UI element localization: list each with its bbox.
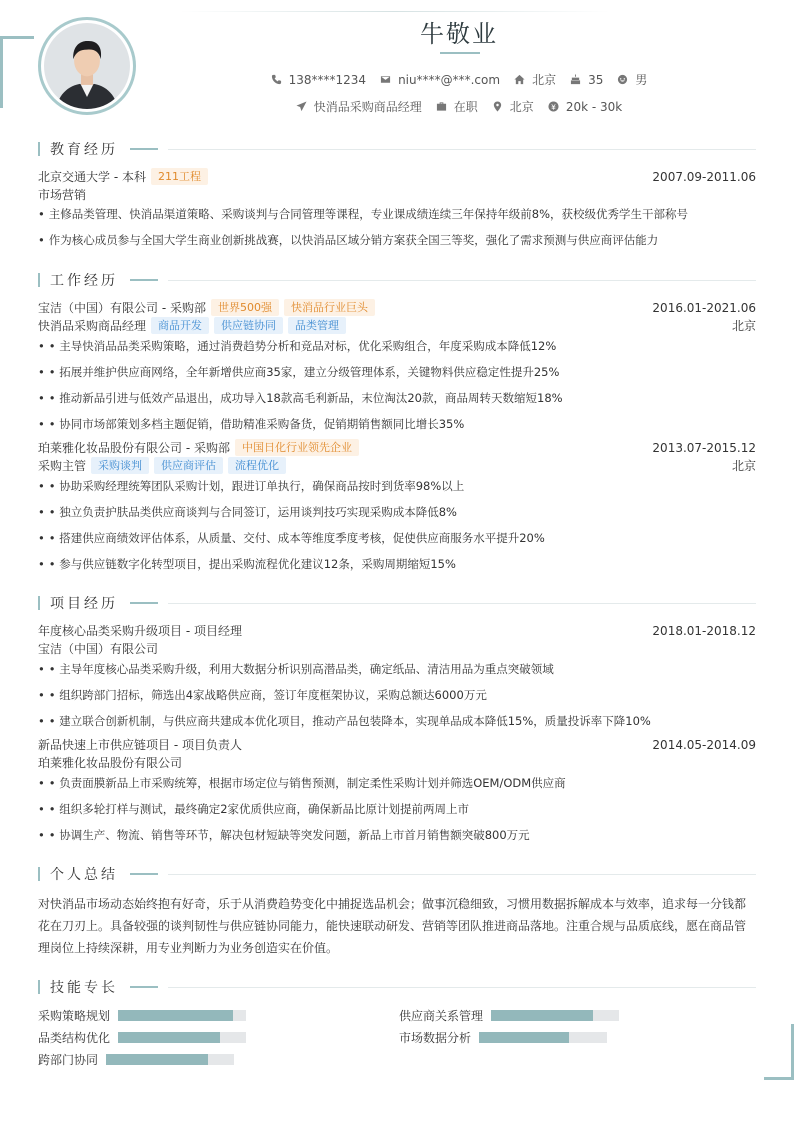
bullet-dot: • bbox=[38, 365, 45, 379]
send-icon bbox=[296, 101, 307, 112]
work-bullet bbox=[38, 390, 756, 406]
skill-tag: 供应商评估 bbox=[154, 457, 223, 474]
gender-text: 男 bbox=[635, 73, 648, 87]
email-text: niu****@***.com bbox=[398, 72, 501, 87]
project-bullet bbox=[38, 827, 756, 843]
skill-bar-track bbox=[118, 1032, 246, 1043]
age-text: 35 bbox=[588, 72, 604, 87]
company-tag: 中国日化行业领先企业 bbox=[235, 439, 359, 456]
bullet-text: • 组织多轮打样与测试，最终确定2家优质供应商，确保新品比原计划提前两周上市 bbox=[48, 802, 470, 816]
bullet-text: • 推动新品引进与低效产品退出，成功导入18款高毛利新品，末位淘汰20款，商品周转天数缩短18% bbox=[48, 391, 563, 405]
title-line bbox=[168, 280, 756, 281]
project-title-role: 年度核心品类采购升级项目 - 项目经理 bbox=[38, 624, 242, 638]
skill-bar-track bbox=[479, 1032, 607, 1043]
project-company-row bbox=[38, 640, 756, 657]
bullet-dot: • bbox=[38, 207, 45, 221]
work-position: 采购主管 bbox=[38, 459, 87, 473]
bullet-dot: • bbox=[38, 479, 45, 493]
work-bullet bbox=[38, 530, 756, 546]
coin-icon bbox=[548, 101, 559, 112]
education-header bbox=[38, 168, 756, 185]
bullet-text: • 搭建供应商绩效评估体系，从质量、交付、成本等维度季度考核，促使供应商服务水平提升20% bbox=[48, 531, 545, 545]
bullet-dot: • bbox=[38, 802, 45, 816]
skill-name: 品类结构优化 bbox=[38, 1031, 111, 1045]
bullet-text: • 协同市场部策划多档主题促销，借助精准采购备货，促销期销售额同比增长35% bbox=[48, 417, 465, 431]
gender-item bbox=[617, 71, 647, 88]
work-bullet bbox=[38, 338, 756, 354]
work-bullet bbox=[38, 504, 756, 520]
bullet-dot: • bbox=[38, 233, 45, 247]
skill-item bbox=[38, 1029, 246, 1046]
skill-tag: 商品开发 bbox=[151, 317, 209, 334]
major: 市场营销 bbox=[38, 188, 87, 202]
skill-bar-track bbox=[491, 1010, 619, 1021]
section-label: 技能专长 bbox=[50, 980, 118, 996]
intent-city: 北京 bbox=[509, 100, 534, 114]
project-period: 2018.01-2018.12 bbox=[652, 623, 756, 638]
school-tag: 211工程 bbox=[151, 168, 208, 185]
corner-decoration-bottom-right bbox=[764, 1024, 794, 1080]
education-major-row bbox=[38, 186, 756, 203]
project-period: 2014.05-2014.09 bbox=[652, 737, 756, 752]
work-bullet bbox=[38, 556, 756, 572]
intent-position: 快消品采购商品经理 bbox=[313, 100, 422, 114]
cake-icon bbox=[570, 74, 581, 85]
work-bullet bbox=[38, 416, 756, 432]
project-bullet bbox=[38, 687, 756, 703]
project-header bbox=[38, 622, 756, 639]
company-dept: 宝洁（中国）有限公司 - 采购部 bbox=[38, 301, 206, 315]
section-title-project bbox=[38, 593, 756, 613]
work-header bbox=[38, 439, 756, 456]
skill-tag: 流程优化 bbox=[228, 457, 286, 474]
project-company: 珀莱雅化妆品股份有限公司 bbox=[38, 756, 183, 770]
bullet-dot: • bbox=[38, 828, 45, 842]
title-line bbox=[168, 987, 756, 988]
work-bullet bbox=[38, 478, 756, 494]
skill-item bbox=[399, 1029, 607, 1046]
phone-item bbox=[271, 73, 366, 87]
project-bullet bbox=[38, 775, 756, 791]
title-bar bbox=[38, 980, 40, 994]
skill-bar-fill bbox=[491, 1010, 593, 1021]
skill-bar-track bbox=[106, 1054, 234, 1065]
bullet-dot: • bbox=[38, 531, 45, 545]
home-text: 北京 bbox=[532, 73, 557, 87]
bullet-text: • 协调生产、物流、销售等环节，解决包材短缺等突发问题，新品上市首月销售额突破800万元 bbox=[48, 828, 530, 842]
skill-item bbox=[38, 1007, 246, 1024]
project-header bbox=[38, 736, 756, 753]
bullet-dot: • bbox=[38, 776, 45, 790]
work-position: 快消品采购商品经理 bbox=[38, 319, 147, 333]
skill-name: 市场数据分析 bbox=[399, 1031, 472, 1045]
bullet-text: • 主导快消品品类采购策略，通过消费趋势分析和竞品对标，优化采购组合，年度采购成本降低12% bbox=[48, 339, 557, 353]
skill-bar-fill bbox=[106, 1054, 208, 1065]
intent-row bbox=[0, 98, 794, 115]
skill-name: 采购策略规划 bbox=[38, 1009, 111, 1023]
skill-item bbox=[399, 1007, 619, 1024]
name-underline bbox=[440, 52, 480, 54]
section-title-work bbox=[38, 270, 756, 290]
skill-bar-track bbox=[118, 1010, 246, 1021]
title-bar bbox=[38, 596, 40, 610]
project-title-role: 新品快速上市供应链项目 - 项目负责人 bbox=[38, 738, 242, 752]
work-header bbox=[38, 299, 756, 316]
project-company: 宝洁（中国）有限公司 bbox=[38, 642, 159, 656]
work-city: 北京 bbox=[731, 459, 756, 473]
candidate-name: 牛敬业 bbox=[420, 20, 498, 48]
skill-name: 供应商关系管理 bbox=[399, 1009, 484, 1023]
skill-bar-fill bbox=[118, 1010, 233, 1021]
education-bullet bbox=[38, 232, 756, 248]
summary-text: 对快消品市场动态始终抱有好奇，乐于从消费趋势变化中捕捉选品机会；做事沉稳细致，习惯用数据拆解成本与效率，追求每一分钱都花在刀刃上。具备较强的谈判韧性与供应链协同能力，能快速联动研发、营销等团队推进商品落地。注重合规与品质底线，愿在商品管理岗位上持续深耕，用专业判断力为业务创造实在价值。 bbox=[38, 897, 747, 955]
bullet-dot: • bbox=[38, 417, 45, 431]
project-bullet bbox=[38, 661, 756, 677]
mail-icon bbox=[380, 74, 391, 85]
bullet-dot: • bbox=[38, 391, 45, 405]
title-accent bbox=[130, 986, 158, 988]
bullet-dot: • bbox=[38, 557, 45, 571]
bullet-text: • 主导年度核心品类采购升级，利用大数据分析识别高潜品类，确定纸品、清洁用品为重点突破领域 bbox=[48, 662, 554, 676]
skill-tag: 采购谈判 bbox=[91, 457, 149, 474]
bullet-text: 作为核心成员参与全国大学生商业创新挑战赛，以快消品区域分销方案获全国三等奖，强化了需求预测与供应商评估能力 bbox=[48, 233, 659, 247]
skill-tag: 供应链协同 bbox=[214, 317, 283, 334]
bullet-dot: • bbox=[38, 714, 45, 728]
skill-name: 跨部门协同 bbox=[38, 1053, 99, 1067]
bullet-text: • 协助采购经理统筹团队采购计划，跟进订单执行，确保商品按时到货率98%以上 bbox=[48, 479, 465, 493]
skill-tag: 品类管理 bbox=[288, 317, 346, 334]
section-label: 工作经历 bbox=[50, 273, 118, 289]
project-bullet bbox=[38, 713, 756, 729]
status-item bbox=[436, 98, 478, 115]
bullet-dot: • bbox=[38, 688, 45, 702]
title-line bbox=[168, 603, 756, 604]
section-title-summary bbox=[38, 864, 756, 884]
city-item bbox=[492, 98, 534, 115]
section-label: 个人总结 bbox=[50, 867, 118, 883]
email-item bbox=[380, 73, 500, 87]
bullet-text: • 组织跨部门招标，筛选出4家战略供应商，签订年度框架协议，采购总额达6000万元 bbox=[48, 688, 487, 702]
bullet-dot: • bbox=[38, 339, 45, 353]
location-pin-icon bbox=[492, 101, 503, 112]
company-dept: 珀莱雅化妆品股份有限公司 - 采购部 bbox=[38, 441, 230, 455]
work-bullet bbox=[38, 364, 756, 380]
title-accent bbox=[130, 279, 158, 281]
title-bar bbox=[38, 273, 40, 287]
section-title-education bbox=[38, 139, 756, 159]
top-divider bbox=[180, 11, 610, 12]
age-item bbox=[570, 73, 603, 87]
section-label: 教育经历 bbox=[50, 142, 118, 158]
bullet-text: • 参与供应链数字化转型项目，提出采购流程优化建议12条，采购周期缩短15% bbox=[48, 557, 456, 571]
home-item bbox=[514, 71, 556, 88]
title-bar bbox=[38, 867, 40, 881]
skill-bar-fill bbox=[118, 1032, 220, 1043]
salary-item bbox=[548, 100, 622, 114]
company-tag: 快消品行业巨头 bbox=[284, 299, 375, 316]
bullet-dot: • bbox=[38, 662, 45, 676]
title-bar bbox=[38, 142, 40, 156]
phone-icon bbox=[271, 74, 282, 85]
title-line bbox=[168, 874, 756, 875]
company-tag: 世界500强 bbox=[211, 299, 279, 316]
skill-item bbox=[38, 1051, 234, 1068]
briefcase-icon bbox=[436, 101, 447, 112]
work-period: 2013.07-2015.12 bbox=[652, 440, 756, 455]
section-label: 项目经历 bbox=[50, 596, 118, 612]
title-line bbox=[168, 149, 756, 150]
bullet-text: 主修品类管理、快消品渠道策略、采购谈判与合同管理等课程，专业课成绩连续三年保持年级前8%，获校级优秀学生干部称号 bbox=[48, 207, 689, 221]
work-period: 2016.01-2021.06 bbox=[652, 300, 756, 315]
intent-status: 在职 bbox=[453, 100, 478, 114]
bullet-dot: • bbox=[38, 505, 45, 519]
face-icon bbox=[617, 74, 628, 85]
home-icon bbox=[514, 74, 525, 85]
work-position-row bbox=[38, 317, 756, 334]
bullet-text: • 建立联合创新机制，与供应商共建成本优化项目，推动产品包装降本，实现单品成本降低15%，质量投诉率下降10% bbox=[48, 714, 651, 728]
title-accent bbox=[130, 148, 158, 150]
work-city: 北京 bbox=[731, 319, 756, 333]
skill-bar-fill bbox=[479, 1032, 569, 1043]
intent-salary: 20k - 30k bbox=[565, 99, 623, 114]
education-bullet bbox=[38, 206, 756, 222]
section-title-skills bbox=[38, 977, 756, 997]
work-position-row bbox=[38, 457, 756, 474]
bullet-text: • 负责面膜新品上市采购统筹，根据市场定位与销售预测，制定柔性采购计划并筛选OEM/ODM供应商 bbox=[48, 776, 566, 790]
position-item bbox=[296, 98, 422, 115]
project-company-row bbox=[38, 754, 756, 771]
education-period: 2007.09-2011.06 bbox=[652, 169, 756, 184]
title-accent bbox=[130, 602, 158, 604]
phone-text: 138****1234 bbox=[288, 72, 367, 87]
school-degree: 北京交通大学 - 本科 bbox=[38, 170, 146, 184]
title-accent bbox=[130, 873, 158, 875]
bullet-text: • 独立负责护肤品类供应商谈判与合同签订，运用谈判技巧实现采购成本降低8% bbox=[48, 505, 457, 519]
project-bullet bbox=[38, 801, 756, 817]
contact-row bbox=[0, 71, 794, 88]
bullet-text: • 拓展并维护供应商网络，全年新增供应商35家，建立分级管理体系，关键物料供应稳定性提升25% bbox=[48, 365, 560, 379]
